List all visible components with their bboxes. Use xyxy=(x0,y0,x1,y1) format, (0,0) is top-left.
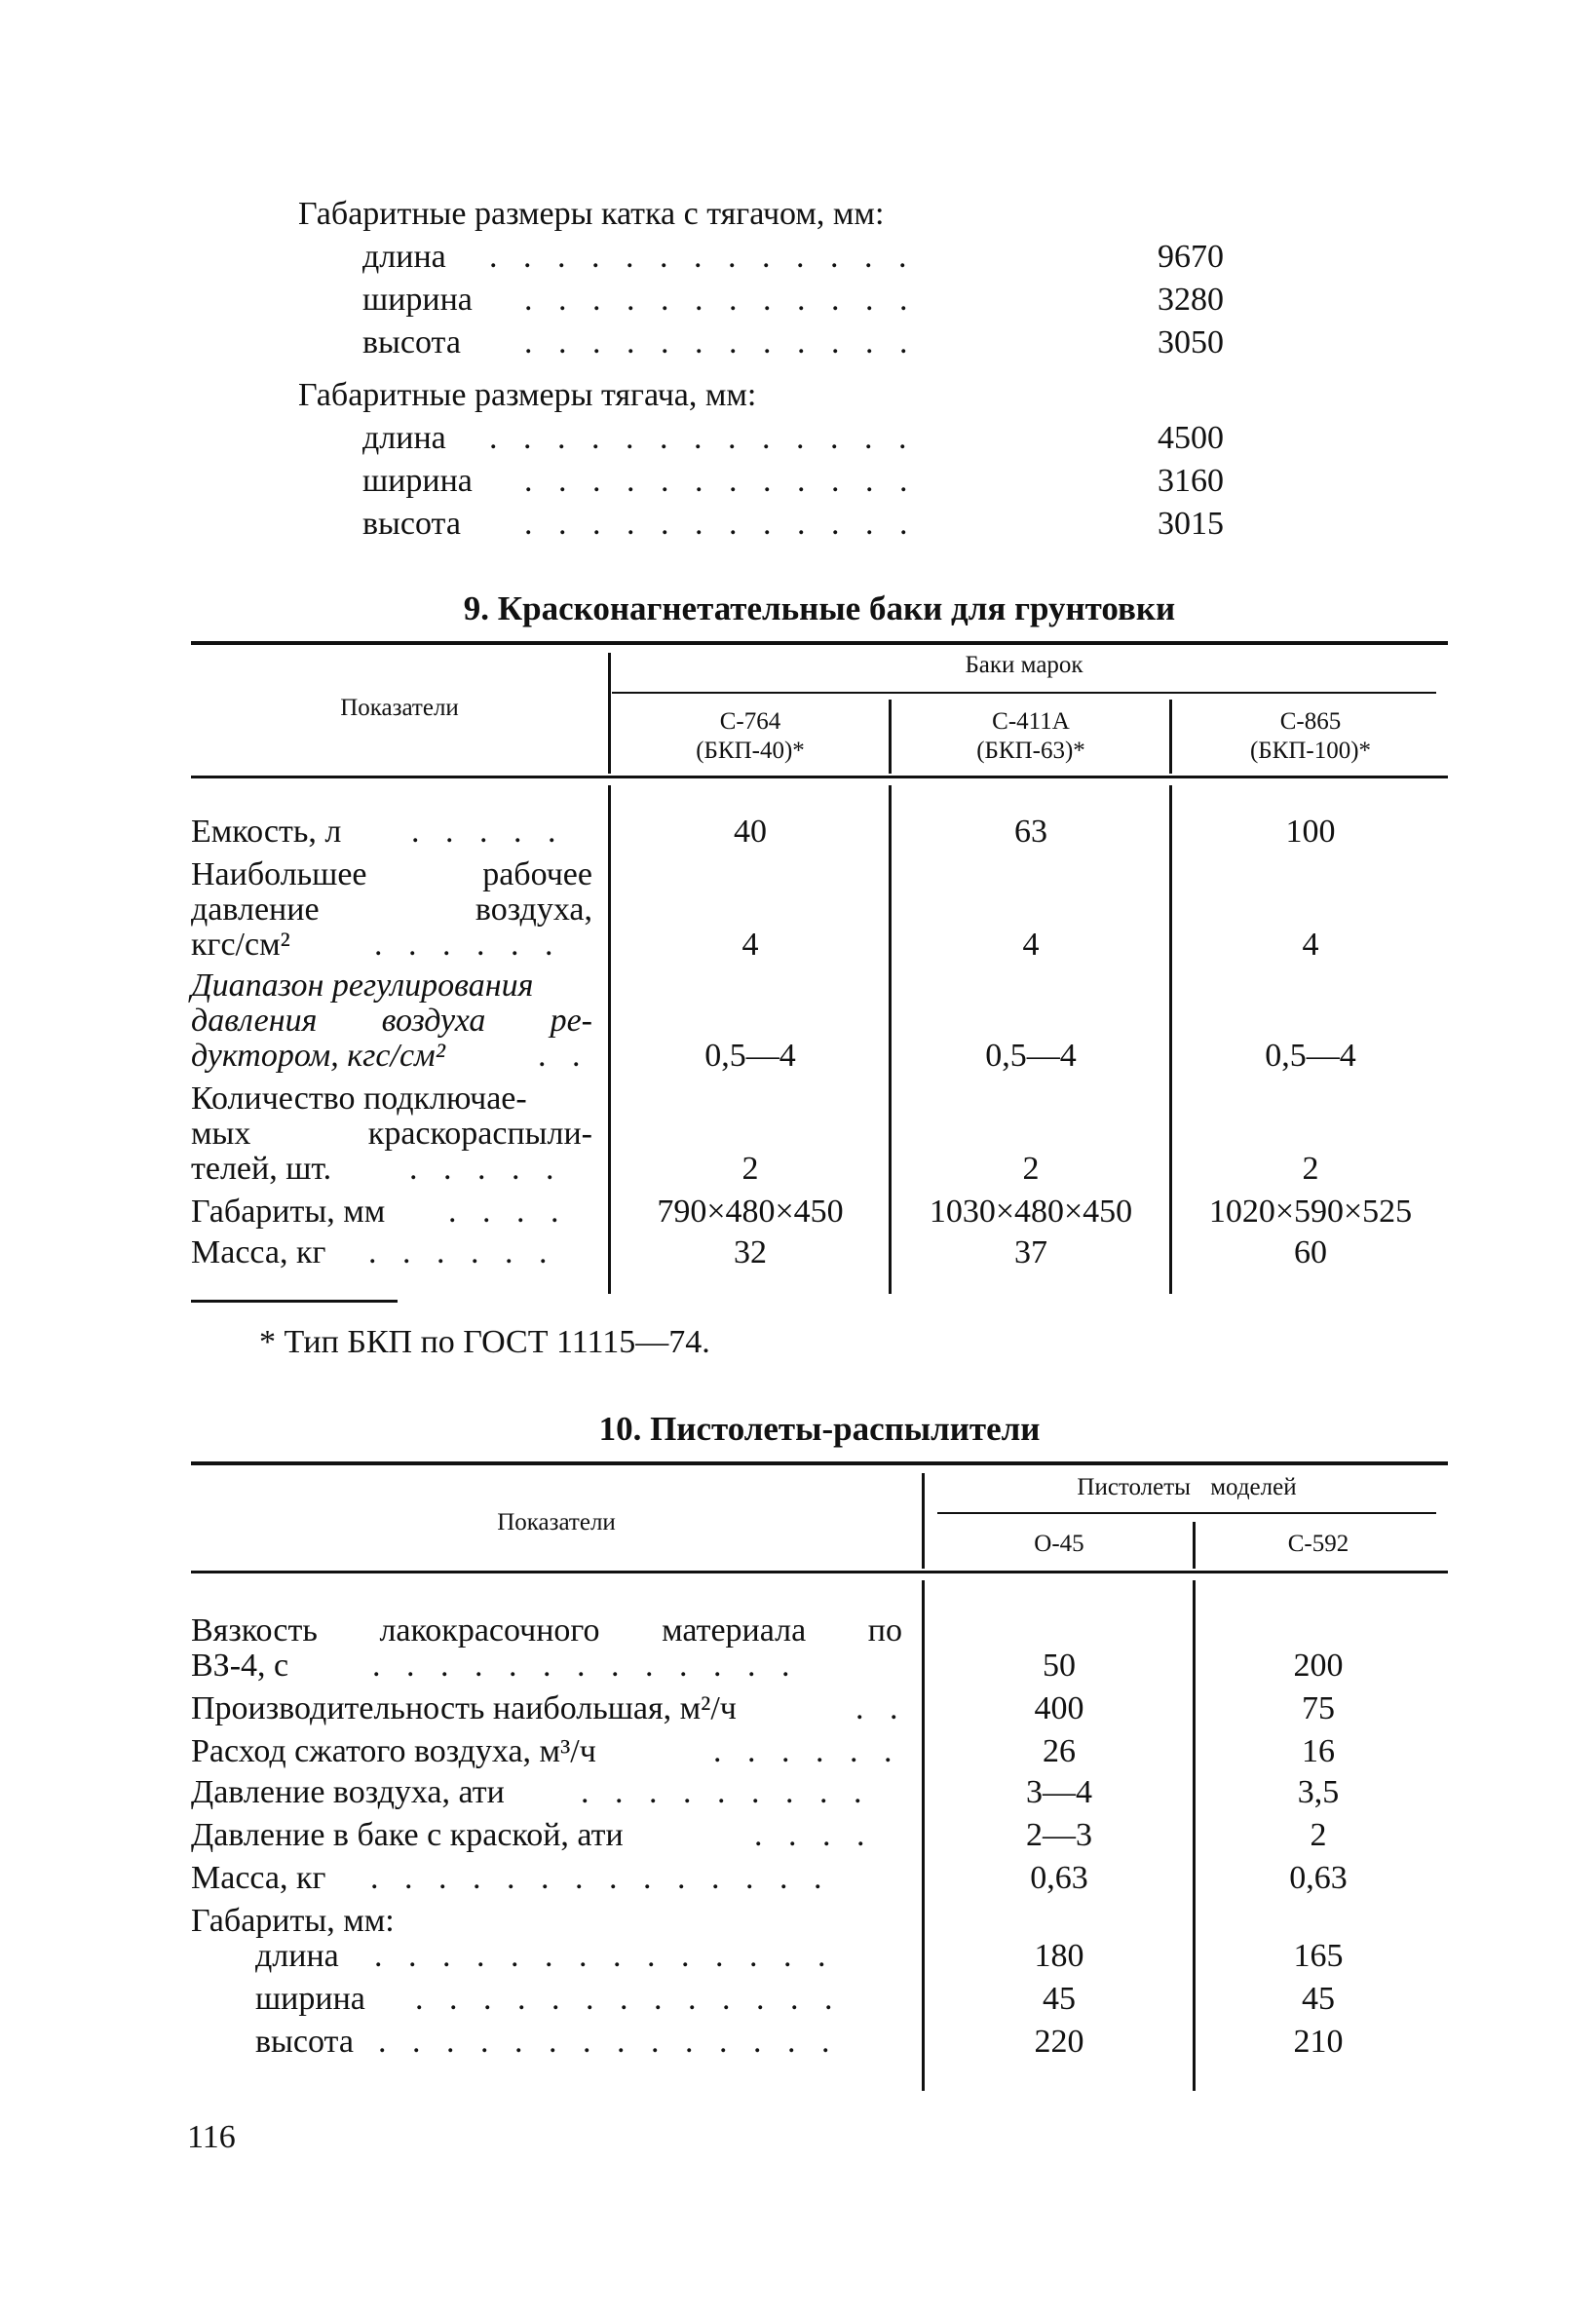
table-10-cell: 45 xyxy=(1043,1981,1076,2017)
table-10-divider xyxy=(922,1473,925,1569)
table-9-col-alt: (БКП-40)* xyxy=(696,738,805,764)
table-9-cell: 63 xyxy=(1014,814,1047,850)
table-9-col-model: С-411А xyxy=(992,708,1070,735)
table-10-row-label: длина xyxy=(255,1938,339,1974)
leader-dots: . . xyxy=(538,1038,589,1074)
table-10-indicator-header: Показатели xyxy=(497,1509,616,1535)
table-9-cell: 60 xyxy=(1294,1234,1327,1270)
table-10-cell: 3—4 xyxy=(1026,1774,1092,1810)
table-9-cell: 4 xyxy=(1022,927,1040,963)
leader-dots: . . . . . . xyxy=(713,1733,901,1769)
table-9-row-label: Диапазон регулирования xyxy=(191,967,534,1004)
table-9-group-header: Баки марок xyxy=(965,652,1083,678)
tractor-width-label: ширина xyxy=(362,463,473,499)
tractor-length-label: длина xyxy=(362,420,446,456)
table-10-cell: 400 xyxy=(1034,1690,1084,1726)
roller-length-value: 9670 xyxy=(1158,239,1224,275)
table-9-row-label: дуктором, кгс/см² xyxy=(191,1038,445,1074)
leader-dots: . . . . . . . . . xyxy=(581,1774,871,1810)
table-9-cell: 1030×480×450 xyxy=(929,1194,1133,1230)
table-9-cell: 2 xyxy=(741,1151,759,1187)
roller-width-label: ширина xyxy=(362,282,473,318)
table-9-cell: 0,5—4 xyxy=(985,1038,1077,1074)
table-9-indicator-header: Показатели xyxy=(340,695,459,721)
table-10-cell: 220 xyxy=(1034,2024,1084,2060)
table-10-cell: 50 xyxy=(1043,1648,1076,1684)
table-10-group-header: Пистолеты моделей xyxy=(1077,1474,1297,1500)
table-9-cell: 1020×590×525 xyxy=(1208,1194,1413,1230)
leader-dots: . . . . . . . . . . . . xyxy=(524,282,917,318)
table-9-cell: 4 xyxy=(1302,927,1319,963)
table-9-divider xyxy=(608,785,611,1294)
tractor-width-value: 3160 xyxy=(1158,463,1224,499)
footnote-rule xyxy=(191,1300,398,1303)
table-10-cell: 2—3 xyxy=(1026,1817,1092,1853)
table-10-divider xyxy=(922,1580,925,2091)
table-10-row-label: ширина xyxy=(255,1981,365,2017)
leader-dots: . . . . . . . . . . . . . xyxy=(489,239,916,275)
leader-dots: . . xyxy=(855,1690,907,1726)
tractor-height-label: высота xyxy=(362,506,461,542)
table-10-title: 10. Пистолеты-распылители xyxy=(598,1410,1041,1448)
table-9-row-label: кгс/см² xyxy=(191,927,290,963)
table-10-col-model: С-592 xyxy=(1287,1531,1349,1557)
table-10-cell: 0,63 xyxy=(1289,1860,1348,1896)
table-9-col-model: С-865 xyxy=(1279,708,1342,735)
table-9-cell: 100 xyxy=(1285,814,1336,850)
table-9-divider xyxy=(608,653,611,774)
table-9-title: 9. Красконагнетательные баки для грунтовки xyxy=(463,589,1176,627)
leader-dots: . . . . . . . . . . . . xyxy=(524,463,917,499)
leader-dots: . . . . . . . . . . . . xyxy=(524,324,917,360)
table-10-row-label: Давление в баке с краской, ати xyxy=(191,1817,624,1853)
leader-dots: . . . . . . . . . . . . . . xyxy=(378,2024,839,2060)
table-10-row-label: Вязкость лакокрасочного материала по xyxy=(191,1612,902,1649)
table-10-row-label: высота xyxy=(255,2024,354,2060)
table-9-cell: 0,5—4 xyxy=(704,1038,796,1074)
tractor-dimensions-heading: Габаритные размеры тягача, мм: xyxy=(298,377,757,413)
table-9-col-model: С-764 xyxy=(719,708,781,735)
table-9-cell: 4 xyxy=(741,927,759,963)
table-9-col-alt: (БКП-100)* xyxy=(1249,738,1372,764)
table-10-row-label: Масса, кг xyxy=(191,1860,326,1896)
page-number: 116 xyxy=(187,2119,236,2155)
roller-length-label: длина xyxy=(362,239,446,275)
table-9-divider xyxy=(1169,785,1172,1294)
table-10-divider xyxy=(1193,1522,1196,1569)
table-10-cell: 200 xyxy=(1293,1648,1344,1684)
roller-height-label: высота xyxy=(362,324,461,360)
table-10-row-label: ВЗ-4, с xyxy=(191,1648,289,1684)
table-9-row-label: давление воздуха, xyxy=(191,891,592,928)
roller-width-value: 3280 xyxy=(1158,282,1224,318)
table-10-row-label: Производительность наибольшая, м²/ч xyxy=(191,1690,737,1726)
table-9-cell: 40 xyxy=(734,814,767,850)
table-9-row-label: телей, шт. xyxy=(191,1151,332,1187)
table-10-divider xyxy=(1193,1580,1196,2091)
leader-dots: . . . . xyxy=(448,1194,568,1230)
table-9-row-label: Масса, кг xyxy=(191,1234,326,1270)
tractor-length-value: 4500 xyxy=(1158,420,1224,456)
table-10-cell: 3,5 xyxy=(1297,1774,1340,1810)
tractor-height-value: 3015 xyxy=(1158,506,1224,542)
table-10-cell: 26 xyxy=(1043,1733,1076,1769)
table-9-footnote: * Тип БКП по ГОСТ 11115—74. xyxy=(259,1324,710,1360)
table-9-row-label: мых краскораспыли- xyxy=(191,1116,592,1152)
table-9-divider xyxy=(889,700,892,774)
table-9-cell: 37 xyxy=(1014,1234,1047,1270)
table-10-row-label: Расход сжатого воздуха, м³/ч xyxy=(191,1733,596,1769)
leader-dots: . . . . . xyxy=(411,814,565,850)
table-10-cell: 45 xyxy=(1302,1981,1335,2017)
leader-dots: . . . . . xyxy=(409,1151,563,1187)
table-10-col-model: О-45 xyxy=(1034,1531,1084,1557)
table-9-divider xyxy=(1169,700,1172,774)
table-9-header-rule xyxy=(191,776,1448,778)
table-9-row-label: Количество подключае- xyxy=(191,1080,527,1117)
table-10-row-label: Давление воздуха, ати xyxy=(191,1774,505,1810)
table-10-group-rule xyxy=(937,1512,1436,1514)
table-10-top-rule xyxy=(191,1461,1448,1465)
table-9-cell: 2 xyxy=(1302,1151,1319,1187)
table-9-cell: 790×480×450 xyxy=(657,1194,844,1230)
table-9-col-alt: (БКП-63)* xyxy=(976,738,1085,764)
leader-dots: . . . . . . . . . . . . . xyxy=(372,1648,799,1684)
table-9-row-label: Емкость, л xyxy=(191,814,342,850)
leader-dots: . . . . . . xyxy=(368,1234,556,1270)
table-9-cell: 2 xyxy=(1022,1151,1040,1187)
table-9-cell: 32 xyxy=(734,1234,767,1270)
table-9-cell: 0,5—4 xyxy=(1265,1038,1356,1074)
leader-dots: . . . . . . . . . . . . . xyxy=(415,1981,842,2017)
table-10-cell: 75 xyxy=(1302,1690,1335,1726)
leader-dots: . . . . . . . . . . . . . . xyxy=(370,1860,831,1896)
table-10-cell: 165 xyxy=(1293,1938,1344,1974)
leader-dots: . . . . . . . . . . . . . . xyxy=(374,1938,835,1974)
table-9-row-label: Наибольшее рабочее xyxy=(191,856,592,892)
table-10-cell: 2 xyxy=(1310,1817,1327,1853)
leader-dots: . . . . . . xyxy=(374,927,562,963)
table-10-header-rule xyxy=(191,1571,1448,1573)
leader-dots: . . . . . . . . . . . . xyxy=(524,506,917,542)
table-10-cell: 0,63 xyxy=(1030,1860,1088,1896)
table-10-cell: 210 xyxy=(1293,2024,1344,2060)
table-9-row-label: Габариты, мм xyxy=(191,1194,386,1230)
table-10-row-label: Габариты, мм: xyxy=(191,1903,395,1939)
leader-dots: . . . . xyxy=(754,1817,874,1853)
table-9-row-label: давления воздуха ре- xyxy=(191,1003,592,1039)
table-10-cell: 16 xyxy=(1302,1733,1335,1769)
table-9-top-rule xyxy=(191,641,1448,645)
table-10-cell: 180 xyxy=(1034,1938,1084,1974)
roller-height-value: 3050 xyxy=(1158,324,1224,360)
roller-dimensions-heading: Габаритные размеры катка с тягачом, мм: xyxy=(298,196,885,232)
table-9-group-rule xyxy=(612,692,1436,694)
table-9-divider xyxy=(889,785,892,1294)
leader-dots: . . . . . . . . . . . . . xyxy=(489,420,916,456)
